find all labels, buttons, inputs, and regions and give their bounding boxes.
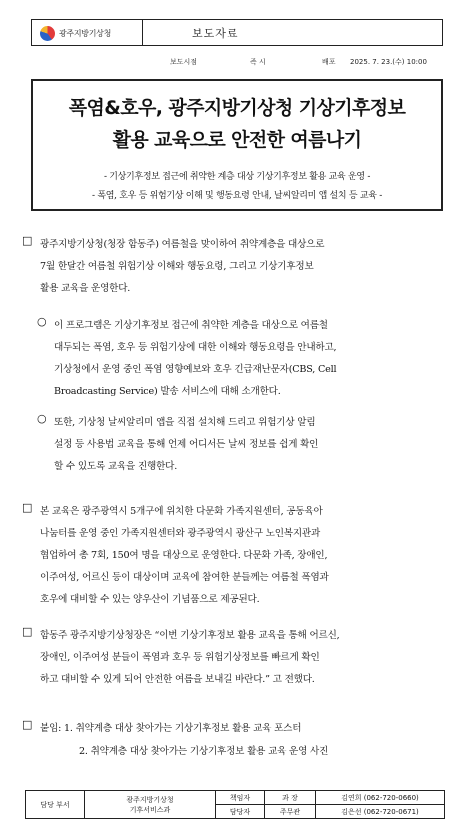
p2-line2: 나눔터를 운영 중인 가족지원센터와 광주광역시 광산구 노인복지관과	[40, 528, 321, 539]
p2-line5: 호우에 대비할 수 있는 양우산이 기념품으로 제공된다.	[40, 594, 260, 605]
p2-line4: 이주여성, 어르신 등이 대상이며 교육에 참여한 분들께는 여름철 폭염과	[40, 572, 329, 583]
square-bullet-icon: □	[22, 625, 33, 638]
p1a-line1: 이 프로그램은 기상기후정보 접근에 취약한 계층을 대상으로 여름철	[54, 320, 328, 331]
p3-line1: 함동주 광주지방기상청장은 “이번 기상기후정보 활용 교육을 통해 어르신,	[40, 630, 340, 641]
org-name: 광주지방기상청	[59, 28, 111, 38]
kma-logo-icon	[40, 26, 55, 41]
distribution-label: 배포	[322, 58, 336, 66]
subheadline-2: - 폭염, 호우 등 위험기상 이해 및 행동요령 안내, 날씨알리미 앱 설치 등 교육 -	[92, 191, 382, 201]
p1b-line2: 설정 등 사용법 교육을 통해 언제 어디서든 날씨 정보를 쉽게 확인	[54, 439, 319, 450]
attachment-1: 붙임: 1. 취약계층 대상 찾아가는 기상기후정보 활용 교육 포스터	[40, 723, 302, 734]
p1a-line4: Broadcasting Service) 발송 서비스에 대해 소개한다.	[54, 386, 281, 397]
p2-line1: 본 교육은 광주광역시 5개구에 위치한 다문화 가족지원센터, 공동육아	[40, 506, 323, 517]
subheadline-1: - 기상기후정보 접근에 취약한 계층 대상 기상기후정보 활용 교육 운영 -	[103, 172, 371, 182]
contact-1: 김연희 (062-720-0660)	[316, 791, 445, 805]
release-label: 보도시점	[170, 58, 198, 66]
square-bullet-icon: □	[22, 718, 33, 731]
release-value: 즉 시	[250, 58, 266, 66]
attachment-2: 2. 취약계층 대상 찾아가는 기상기후정보 활용 교육 운영 사진	[79, 746, 329, 757]
dept-line1: 광주지방기상청	[126, 795, 174, 804]
p2-line3: 협업하여 총 7회, 150여 명을 대상으로 운영한다. 다문화 가족, 장애인,	[40, 550, 328, 561]
square-bullet-icon: □	[22, 501, 33, 514]
p1-line3: 활용 교육을 운영한다.	[40, 283, 131, 294]
header-divider	[142, 20, 143, 45]
headline-line1: 폭염&호우, 광주지방기상청 기상기후정보	[68, 97, 406, 119]
role-1: 책임자	[216, 791, 265, 805]
p1a-line2: 대두되는 폭염, 호우 등 위험기상에 대한 이해와 행동요령을 안내하고,	[54, 342, 337, 353]
doc-type: 보도자료	[192, 27, 239, 40]
p1b-line3: 할 수 있도록 교육을 진행한다.	[54, 461, 178, 472]
circle-bullet-icon: ○	[37, 412, 47, 425]
dept-label: 담당 부서	[26, 791, 85, 819]
p1-line1: 광주지방기상청(청장 함동주) 여름철을 맞이하여 취약계층을 대상으로	[40, 239, 325, 250]
contact-table	[25, 790, 445, 819]
p3-line3: 하고 대비할 수 있게 되어 안전한 여름을 보내길 바란다.” 고 전했다.	[40, 674, 315, 685]
title-box	[31, 79, 443, 211]
circle-bullet-icon: ○	[37, 315, 47, 328]
title-1: 과 장	[265, 791, 316, 805]
distribution-value: 2025. 7. 23.(수) 10:00	[350, 58, 427, 66]
title-2: 주무관	[265, 805, 316, 819]
dept-name	[85, 791, 216, 819]
role-2: 담당자	[216, 805, 265, 819]
header-box	[31, 19, 443, 46]
p1b-line1: 또한, 기상청 날씨알리미 앱을 직접 설치해 드리고 위험기상 알림	[54, 417, 316, 428]
square-bullet-icon: □	[22, 234, 33, 247]
agency-logo	[40, 25, 111, 41]
p1-line2: 7월 한달간 여름철 위험기상 이해와 행동요령, 그리고 기상기후정보	[40, 261, 314, 272]
dept-line2: 기후서비스과	[129, 805, 171, 814]
contact-2: 김은선 (062-720-0671)	[316, 805, 445, 819]
p3-line2: 장애인, 이주여성 분들이 폭염과 호우 등 위험기상정보를 빠르게 확인	[40, 652, 320, 663]
p1a-line3: 기상청에서 운영 중인 폭염 영향예보와 호우 긴급재난문자(CBS, Cell	[54, 364, 337, 375]
headline-line2: 활용 교육으로 안전한 여름나기	[112, 129, 362, 151]
